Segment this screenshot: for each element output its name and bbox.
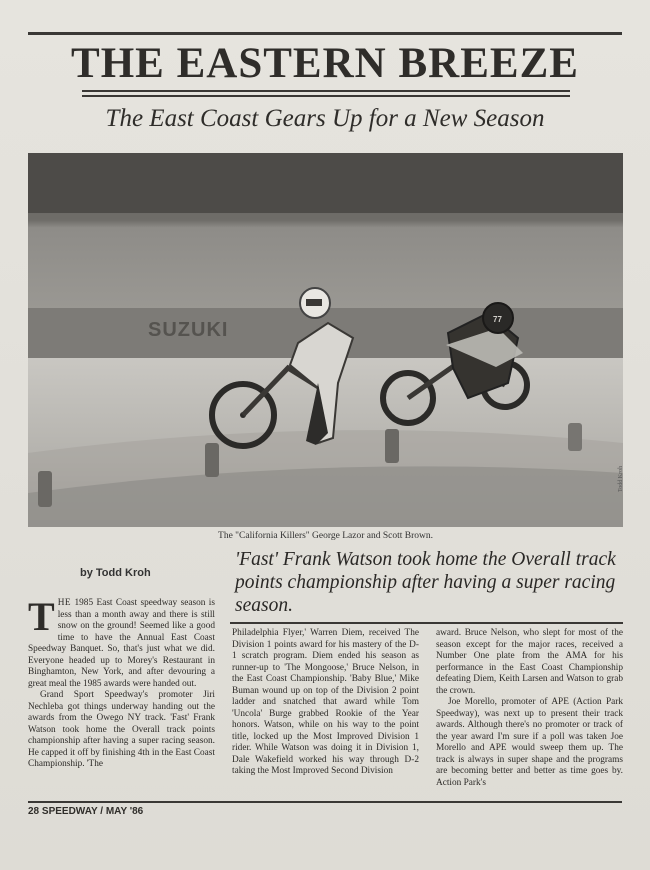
paragraph: Philadelphia Flyer,' Warren Diem, received The Division 1 points award for his mastery of the D-1 scratch program. Diem ended his season as runner-up to 'The Mongoose,' Bruce Nelson, in the East Coast Championship. 'Baby Blue,' Mike Buman wound up on top of the Division 2 point ladder and snatched that award while Tom 'Uncola' Burge grabbed Rookie of the Year honors. Watson, while on his way to the point title, locked up the Most Improved Division 1 rider. While Watson was doing it in Division 1, Dale Wakefield worked his way through D-2 taking the Most Improved Second Division [232,628,419,776]
lead-caps: HE [57,598,72,608]
arena-ceiling [28,153,623,213]
paragraph-text: 1985 East Coast speedway season is less than a month away and there is still snow on the ground! Seemed like a good time to have the Annual East Coast Speedway Banquet. So, that's just what we did. Everyone headed up to Morey's Restaurant in Binghamton, New York, and after devouring a great meal the 1985 awards were handed out. [28,598,215,689]
page-subtitle: The East Coast Gears Up for a New Season [105,105,545,132]
race-photo [28,153,623,527]
page-title: THE EASTERN BREEZE [71,40,579,87]
photo-credit: Todd Kroh [618,465,624,492]
track-marker [568,423,582,451]
paragraph [28,594,215,690]
suzuki-banner: SUZUKI [148,319,229,341]
paragraph: award. Bruce Nelson, who slept for most of the season except for the major races, received a Number One plate from the AMA for his performance in the East Coast Championship defeating Diem, Keith Larsen and Watson to grab the crown. [436,628,623,696]
top-rule [28,32,622,35]
title-double-rule [82,90,570,97]
drop-cap: T [28,594,55,639]
photo-caption: The "California Killers" George Lazor and Scott Brown. [218,531,433,541]
bottom-rule [28,801,622,803]
track-marker [385,429,399,463]
paragraph: Grand Sport Speedway's promoter Jiri Nechleba got things underway handing out the awards from the Owego NY track. 'Fast' Frank Watson took home the Overall track points championship after having a super racing season. He capped it off by finishing 4th in the East Coast Championship. 'The [28,690,215,769]
track-marker [38,471,52,507]
article-column-1 [28,594,215,771]
pull-quote: 'Fast' Frank Watson took home the Overall track points championship after having a super racing season. [235,549,616,616]
rider-number: 77 [493,315,502,324]
paragraph: Joe Morello, promoter of APE (Action Park Speedway), was next up to present their track awards. Although there's no promoter or track of the year award I'm sure if a poll was taken Joe Morello and APE would sweep them up. The track is always in super shape and the programs are becoming better and better as time goes by. Action Park's [436,697,623,788]
pullquote-rule [230,622,623,624]
byline: by Todd Kroh [80,567,151,579]
race-photo-illustration [28,153,623,527]
article-column-3 [436,628,623,789]
page-folio: 28 SPEEDWAY / MAY '86 [28,806,144,817]
article-column-2 [232,628,419,778]
track-marker [205,443,219,477]
